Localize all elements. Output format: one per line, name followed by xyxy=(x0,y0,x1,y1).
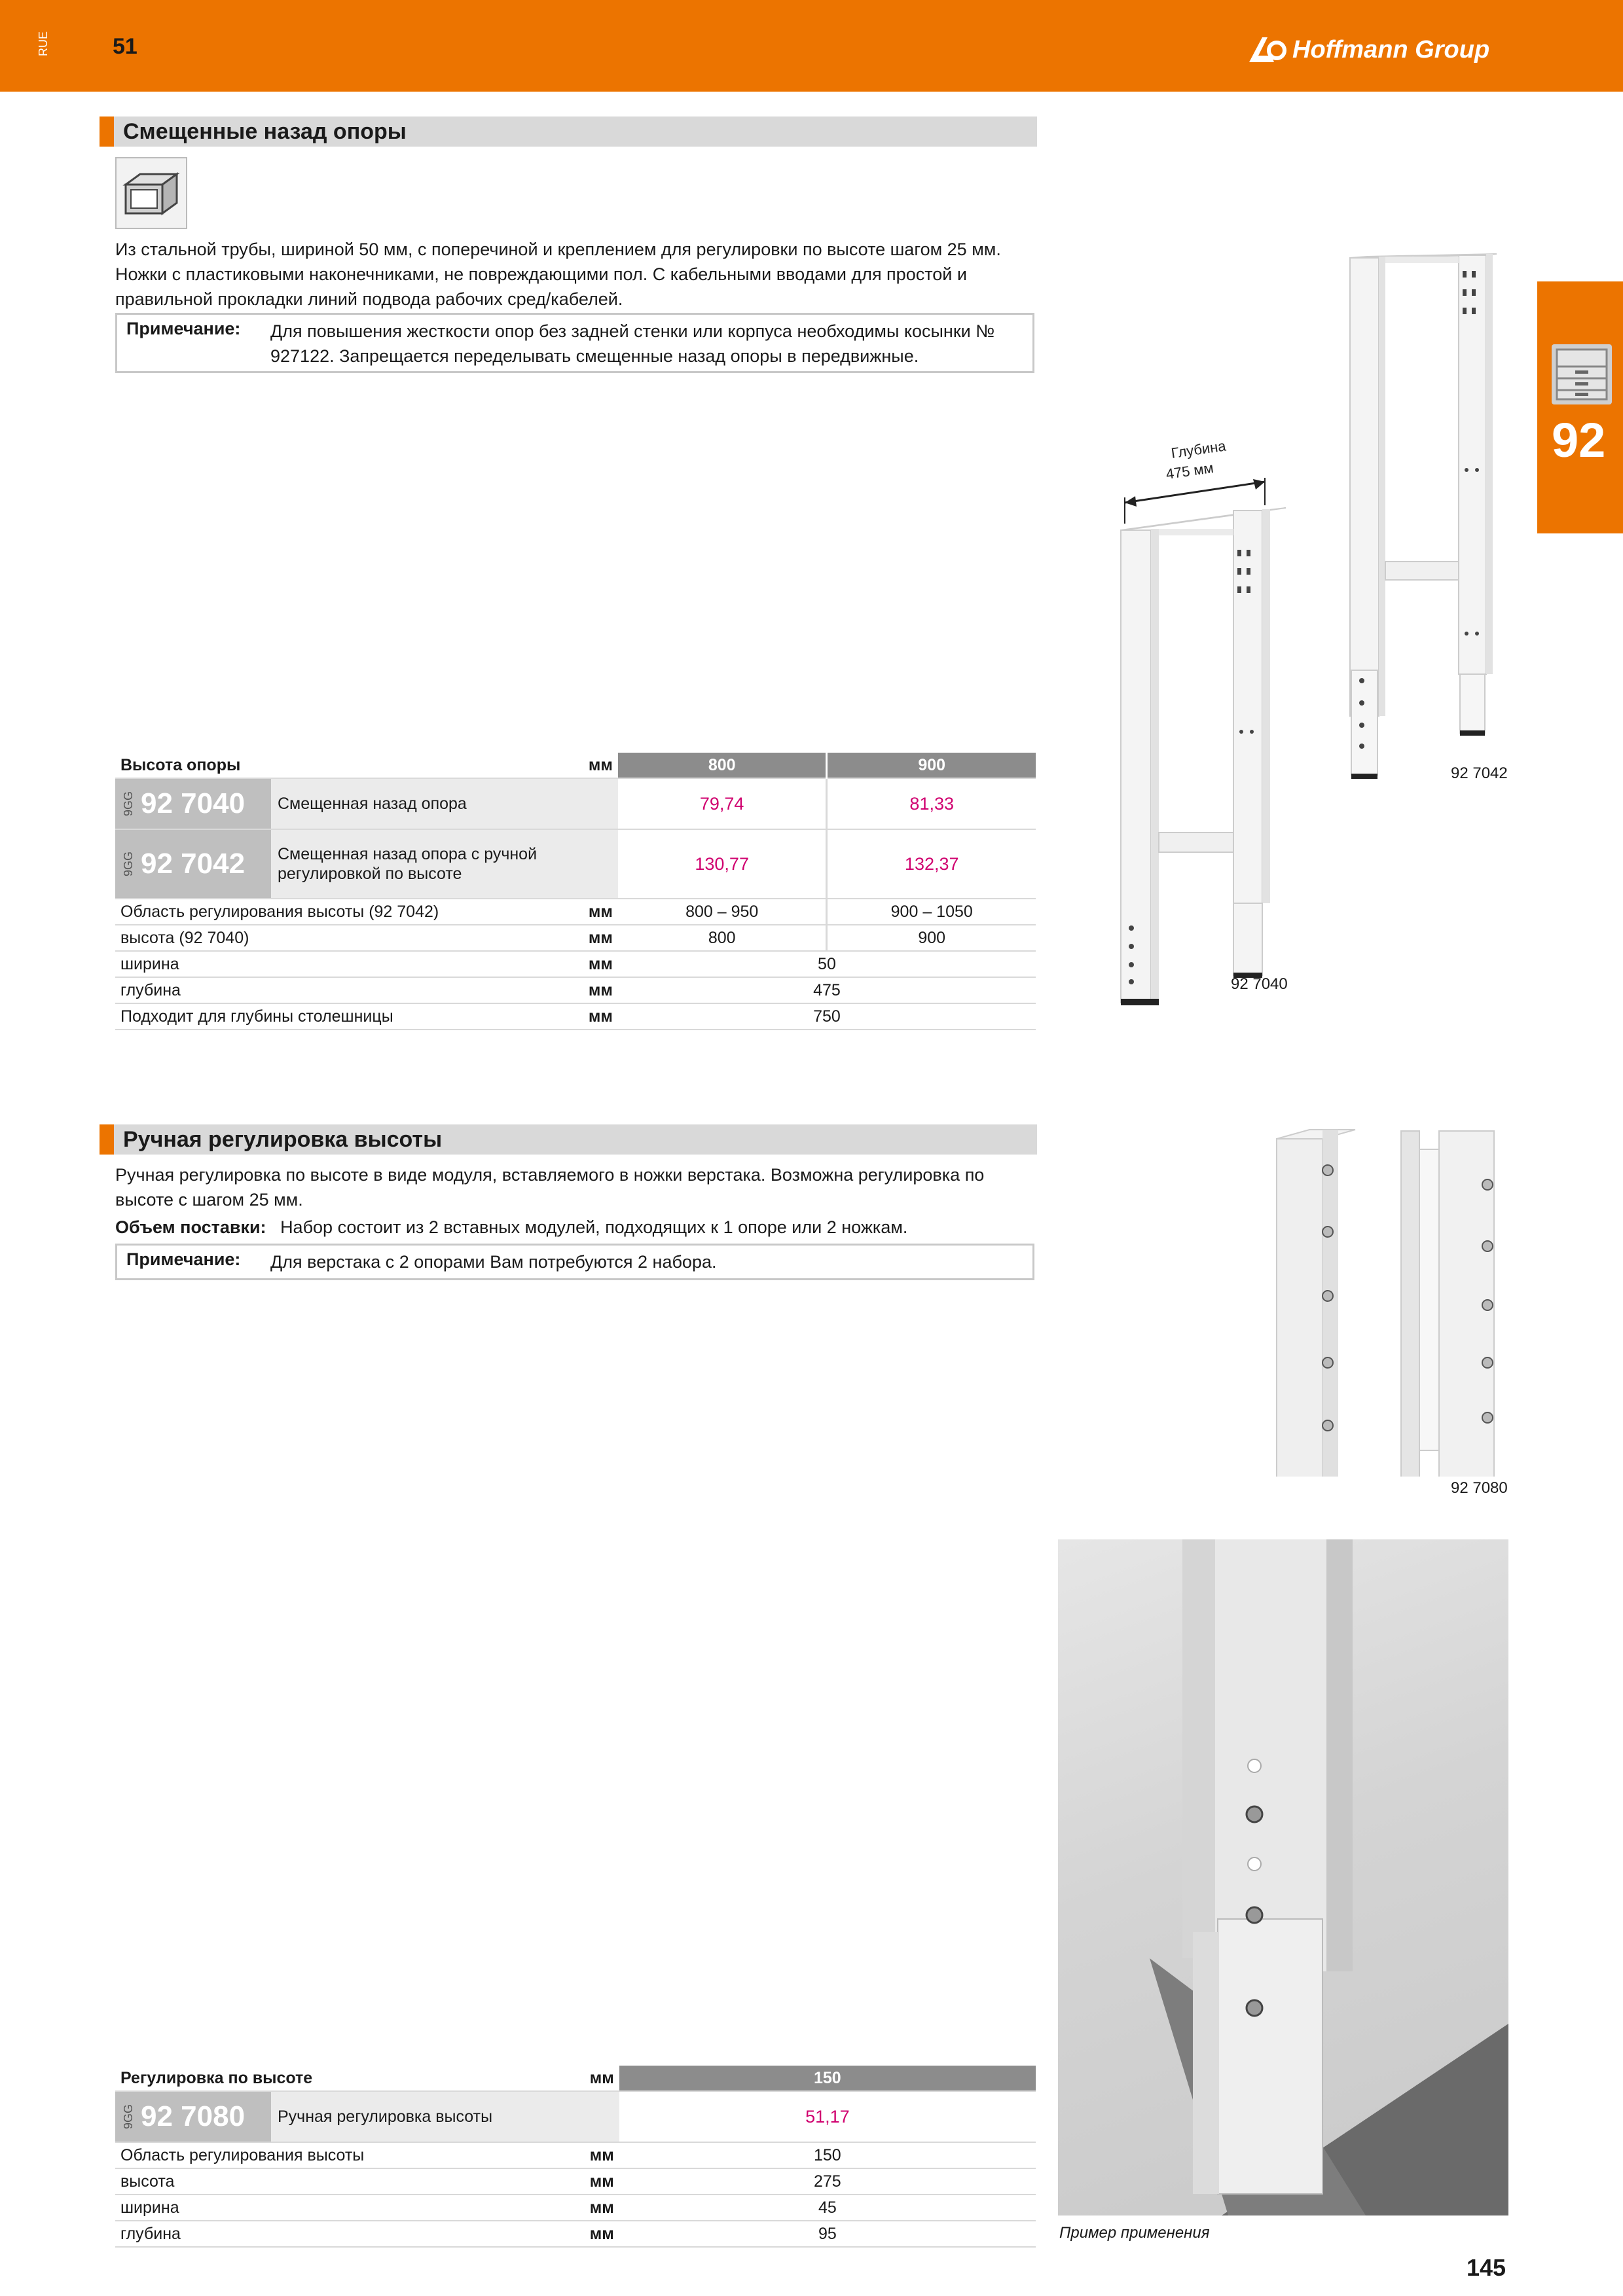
header-col-900: 900 xyxy=(827,753,1036,778)
product-image-927080 xyxy=(1270,1123,1506,1477)
table-row xyxy=(115,2221,1036,2247)
logo-text: Hoffmann Group xyxy=(1292,35,1490,63)
note-label: Примечание: xyxy=(126,1249,241,1269)
header-col-800: 800 xyxy=(618,753,827,778)
product-group-code: 9GG xyxy=(122,2104,135,2129)
scope-text: Набор состоит из 2 вставных модулей, подходящих к 1 опоре или 2 ножкам. xyxy=(280,1217,908,1237)
photo-caption: Пример применения xyxy=(1059,2224,1210,2242)
row-label: глубина xyxy=(115,977,577,1003)
section-title: Смещенные назад опоры xyxy=(123,119,407,144)
page-reference: 51 xyxy=(113,34,137,59)
product-description: Ручная регулировка высоты xyxy=(271,2092,619,2142)
row-unit: мм xyxy=(578,2195,619,2221)
image-caption-927040: 92 7040 xyxy=(1231,975,1288,993)
row-unit: мм xyxy=(577,977,618,1003)
spec-table-offset-legs xyxy=(115,753,1036,1030)
row-label: ширина xyxy=(115,2195,578,2221)
price-900: 132,37 xyxy=(827,829,1036,899)
row-unit: мм xyxy=(578,2168,619,2195)
table-row xyxy=(115,2142,1036,2168)
section-title: Ручная регулировка высоты xyxy=(123,1127,443,1152)
application-photo xyxy=(1058,1539,1508,2215)
row-value-900: 900 – 1050 xyxy=(827,899,1036,925)
price-800: 130,77 xyxy=(618,829,827,899)
row-label: Подходит для глубины столешницы xyxy=(115,1003,577,1030)
depth-value: 475 мм xyxy=(1165,459,1215,482)
image-caption-927080: 92 7080 xyxy=(1451,1479,1508,1497)
section-header-offset-legs xyxy=(100,117,1037,147)
row-label: высота (92 7040) xyxy=(115,925,577,951)
product-row[interactable] xyxy=(115,829,1036,899)
row-value: 750 xyxy=(618,1003,1036,1030)
row-value: 45 xyxy=(619,2195,1036,2221)
section-header-height-adjust xyxy=(100,1124,1037,1155)
note-text: Для верстака с 2 опорами Вам потребуются 2 набора. xyxy=(270,1252,717,1272)
scope-of-delivery xyxy=(115,1215,1045,1240)
row-unit: мм xyxy=(577,1003,618,1030)
row-value-800: 800 xyxy=(618,925,827,951)
section-marker xyxy=(100,117,114,147)
header-unit: мм xyxy=(577,753,618,778)
note-box xyxy=(115,313,1034,373)
price-150: 51,17 xyxy=(619,2091,1036,2142)
row-value: 50 xyxy=(618,951,1036,977)
note-box xyxy=(115,1244,1034,1280)
table-row xyxy=(115,1003,1036,1030)
table-header-row xyxy=(115,2066,1036,2091)
section-marker xyxy=(100,1124,114,1155)
image-caption-927042: 92 7042 xyxy=(1451,764,1508,782)
row-value: 275 xyxy=(619,2168,1036,2195)
product-row[interactable] xyxy=(115,778,1036,829)
row-label: глубина xyxy=(115,2221,578,2247)
table-row xyxy=(115,899,1036,925)
section-description: Из стальной трубы, шириной 50 мм, с поперечиной и креплением для регулировки по высоте шагом 25 мм. Ножки с пластиковыми наконечниками, не повреждающими пол. С кабельными вводами для простой и правильной прокладки линий подвода рабочих сред/кабелей. xyxy=(115,240,1001,309)
row-value-800: 800 – 950 xyxy=(618,899,827,925)
note-text: Для повышения жесткости опор без задней стенки или корпуса необходимы косынки № 927122. Запрещается переделывать смещенные назад опоры в передвижные. xyxy=(270,321,995,366)
table-row xyxy=(115,2168,1036,2195)
row-label: высота xyxy=(115,2168,578,2195)
row-label: Область регулирования высоты xyxy=(115,2142,578,2168)
language-code: RUE xyxy=(37,31,50,57)
header-label: Высота опоры xyxy=(115,753,577,778)
scope-label: Объем поставки: xyxy=(115,1217,266,1237)
table-row xyxy=(115,925,1036,951)
product-description: Смещенная назад опора с ручной регулировкой по высоте xyxy=(271,830,618,898)
article-number[interactable]: 92 7040 xyxy=(141,787,246,819)
row-unit: мм xyxy=(577,899,618,925)
note-label: Примечание: xyxy=(126,319,241,338)
header-label: Регулировка по высоте xyxy=(115,2066,578,2091)
brand-logo[interactable] xyxy=(1245,30,1489,69)
row-unit: мм xyxy=(577,951,618,977)
section-description: Ручная регулировка по высоте в виде модуля, вставляемого в ножки верстака. Возможна регулировка по высоте с шагом 25 мм. xyxy=(115,1165,985,1210)
product-row[interactable] xyxy=(115,2091,1036,2142)
article-number[interactable]: 92 7080 xyxy=(141,2100,246,2132)
row-unit: мм xyxy=(578,2142,619,2168)
spec-table-height-adjust xyxy=(115,2066,1036,2248)
row-label: Область регулирования высоты (92 7042) xyxy=(115,899,577,925)
product-group-code: 9GG xyxy=(122,791,135,816)
header-col-150: 150 xyxy=(619,2066,1036,2091)
table-row xyxy=(115,977,1036,1003)
price-900: 81,33 xyxy=(827,778,1036,829)
hoffmann-logo-icon xyxy=(1245,33,1287,66)
row-label: ширина xyxy=(115,951,577,977)
category-number: 92 xyxy=(1552,413,1606,467)
price-800: 79,74 xyxy=(618,778,827,829)
row-unit: мм xyxy=(578,2221,619,2247)
table-header-row xyxy=(115,753,1036,778)
row-value: 475 xyxy=(618,977,1036,1003)
drawer-cabinet-icon xyxy=(1552,344,1612,404)
category-tab[interactable] xyxy=(1537,281,1623,533)
row-value: 150 xyxy=(619,2142,1036,2168)
depth-label: Глубина xyxy=(1170,437,1227,461)
header-unit: мм xyxy=(578,2066,619,2091)
product-description: Смещенная назад опора xyxy=(271,779,618,829)
row-unit: мм xyxy=(577,925,618,951)
product-group-code: 9GG xyxy=(122,851,135,876)
row-value: 95 xyxy=(619,2221,1036,2247)
product-image-927040 xyxy=(1113,432,1303,1008)
article-number[interactable]: 92 7042 xyxy=(141,848,246,880)
table-row xyxy=(115,2195,1036,2221)
page-number: 145 xyxy=(1467,2254,1506,2281)
table-row xyxy=(115,951,1036,977)
square-tube-icon xyxy=(115,157,187,229)
product-image-927042 xyxy=(1342,251,1499,801)
row-value-900: 900 xyxy=(827,925,1036,951)
